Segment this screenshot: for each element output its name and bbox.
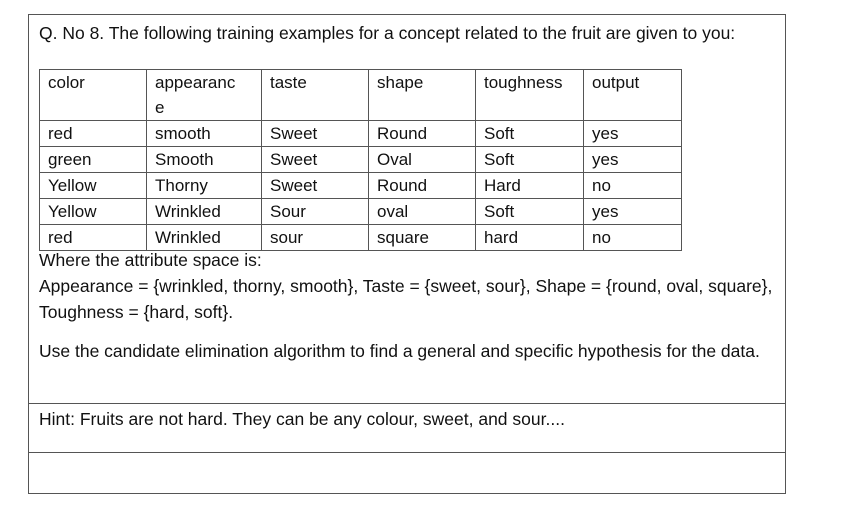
- hint-box: [29, 403, 785, 453]
- table-row: [40, 147, 682, 173]
- cell-appearance: Wrinkled: [147, 225, 262, 251]
- attribute-space-text: Appearance = {wrinkled, thorny, smooth}, Taste = {sweet, sour}, Shape = {round, oval, square}, Toughness = {hard, soft}.: [39, 276, 773, 322]
- cell-taste: sour: [262, 225, 369, 251]
- cell-output: yes: [584, 199, 682, 225]
- cell-taste: Sweet: [262, 173, 369, 199]
- hint-text: Hint: Fruits are not hard. They can be any colour, sweet, and sour....: [39, 409, 565, 429]
- cell-appearance: Wrinkled: [147, 199, 262, 225]
- question-document: [28, 14, 786, 494]
- cell-shape: Oval: [369, 147, 476, 173]
- table-row: [40, 199, 682, 225]
- header-appearance-label: appearance: [155, 73, 236, 117]
- cell-color: Yellow: [40, 173, 147, 199]
- header-shape: shape: [369, 70, 476, 121]
- cell-appearance: Thorny: [147, 173, 262, 199]
- table-row: [40, 173, 682, 199]
- cell-toughness: hard: [476, 225, 584, 251]
- header-taste: taste: [262, 70, 369, 121]
- cell-color: red: [40, 225, 147, 251]
- header-output: output: [584, 70, 682, 121]
- cell-toughness: Hard: [476, 173, 584, 199]
- cell-output: yes: [584, 147, 682, 173]
- header-toughness: toughness: [476, 70, 584, 121]
- cell-shape: Round: [369, 173, 476, 199]
- table-row: [40, 121, 682, 147]
- question-text: Q. No 8. The following training examples for a concept related to the fruit are given to you:: [39, 23, 736, 43]
- attribute-space-heading: Where the attribute space is:: [39, 250, 262, 270]
- cell-color: red: [40, 121, 147, 147]
- cell-toughness: Soft: [476, 121, 584, 147]
- cell-taste: Sweet: [262, 121, 369, 147]
- cell-taste: Sour: [262, 199, 369, 225]
- cell-taste: Sweet: [262, 147, 369, 173]
- cell-appearance: smooth: [147, 121, 262, 147]
- attribute-space: [39, 247, 774, 325]
- cell-shape: Round: [369, 121, 476, 147]
- cell-output: yes: [584, 121, 682, 147]
- header-appearance: [147, 70, 262, 121]
- cell-output: no: [584, 173, 682, 199]
- training-examples-table: [39, 69, 682, 251]
- cell-shape: oval: [369, 199, 476, 225]
- cell-toughness: Soft: [476, 147, 584, 173]
- cell-shape: square: [369, 225, 476, 251]
- cell-toughness: Soft: [476, 199, 584, 225]
- task-text: Use the candidate elimination algorithm to find a general and specific hypothesis for the data.: [39, 341, 760, 361]
- table-header-row: [40, 70, 682, 121]
- cell-color: green: [40, 147, 147, 173]
- cell-appearance: Smooth: [147, 147, 262, 173]
- cell-output: no: [584, 225, 682, 251]
- header-color: color: [40, 70, 147, 121]
- cell-color: Yellow: [40, 199, 147, 225]
